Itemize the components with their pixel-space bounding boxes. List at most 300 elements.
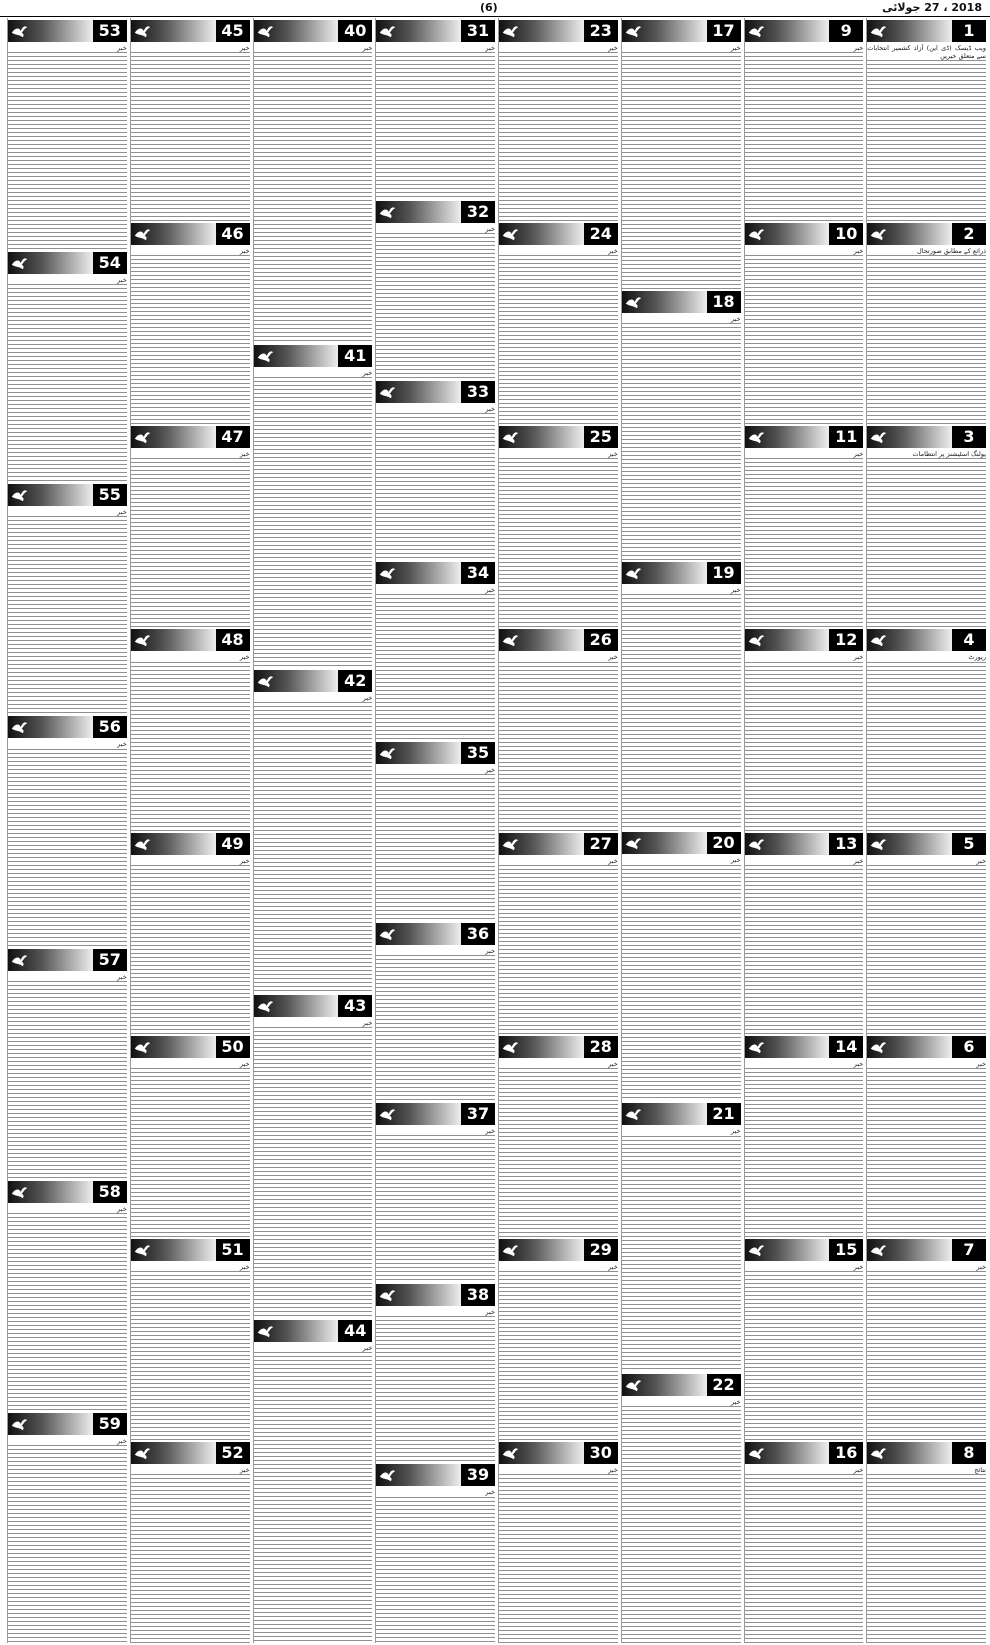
news-item-text: خبر: [608, 856, 618, 865]
heading-bar: [499, 833, 584, 855]
news-item-heading: [745, 426, 864, 448]
news-item-body: [8, 740, 127, 946]
news-item-text: خبر: [976, 1059, 986, 1068]
bird-logo-icon: [378, 564, 396, 582]
heading-bar: [8, 1181, 93, 1203]
news-item-body: [867, 44, 986, 221]
news-item-text: خبر: [608, 1465, 618, 1474]
news-item-heading: [867, 1036, 986, 1058]
news-item-text: خبر: [239, 856, 250, 865]
heading-bar: [499, 1239, 584, 1261]
news-item-body: [745, 450, 864, 627]
news-item-number: 21: [707, 1103, 741, 1125]
news-item-number: 57: [93, 949, 127, 971]
bird-logo-icon: [256, 347, 274, 365]
news-item-heading: [131, 20, 250, 42]
news-item-number: 33: [461, 381, 495, 403]
news-item-body: [867, 247, 986, 424]
news-item-heading: [131, 1036, 250, 1058]
news-item-heading: [8, 716, 127, 738]
news-item-text: ذرائع کے مطابق صورتحال: [917, 247, 986, 256]
news-item-heading: [745, 1036, 864, 1058]
news-item-heading: [745, 833, 864, 855]
bird-logo-icon: [501, 1241, 519, 1259]
body-text-lines: [254, 377, 373, 668]
news-item-text: خبر: [117, 972, 127, 981]
news-item-heading: [867, 20, 986, 42]
news-column: [744, 18, 864, 1643]
news-column: [866, 18, 986, 1643]
news-item-number: 5: [952, 833, 986, 855]
news-item-number: 28: [584, 1036, 618, 1058]
news-item-text: خبر: [853, 44, 864, 52]
body-text-lines: [8, 516, 127, 714]
news-item-heading: [376, 562, 495, 584]
heading-bar: [745, 426, 830, 448]
news-item-body: [131, 1466, 250, 1643]
body-text-lines: [499, 1068, 618, 1237]
news-item-heading: [867, 1442, 986, 1464]
news-item-body: [8, 508, 127, 714]
news-item-number: 7: [952, 1239, 986, 1261]
body-text-lines: [131, 52, 250, 221]
news-item-number: 23: [584, 20, 618, 42]
body-text-lines: [131, 1474, 250, 1643]
heading-bar: [131, 426, 216, 448]
bird-logo-icon: [501, 631, 519, 649]
news-item-text: خبر: [853, 856, 864, 865]
news-item-body: [376, 586, 495, 741]
news-item-body: [254, 369, 373, 668]
news-item-body: [8, 1437, 127, 1643]
bird-logo-icon: [256, 1322, 274, 1340]
news-item-heading: [8, 484, 127, 506]
news-item-body: [499, 1060, 618, 1237]
bird-logo-icon: [378, 1105, 396, 1123]
body-text-lines: [376, 594, 495, 740]
bird-logo-icon: [747, 22, 765, 40]
news-item-heading: [745, 223, 864, 245]
news-item-number: 40: [338, 20, 372, 42]
heading-bar: [8, 716, 93, 738]
news-item-body: [131, 1060, 250, 1237]
heading-bar: [8, 20, 93, 42]
news-item-text: خبر: [117, 740, 127, 749]
bird-logo-icon: [378, 22, 396, 40]
news-item-heading: [622, 1103, 741, 1125]
bird-logo-icon: [501, 1038, 519, 1056]
bird-logo-icon: [624, 834, 642, 852]
news-item-body: [131, 1263, 250, 1440]
heading-bar: [376, 201, 461, 223]
news-item-body: [622, 856, 741, 1101]
news-item-heading: [254, 345, 373, 367]
news-item-number: 19: [707, 562, 741, 584]
body-text-lines: [499, 52, 618, 221]
news-item-number: 31: [461, 20, 495, 42]
heading-bar: [745, 1442, 830, 1464]
news-item-number: 26: [584, 629, 618, 651]
body-text-lines: [867, 255, 986, 424]
news-item-number: 13: [829, 833, 863, 855]
news-item-body: [745, 1466, 864, 1643]
news-item-body: [745, 857, 864, 1034]
bird-logo-icon: [624, 564, 642, 582]
news-item-heading: [867, 426, 986, 448]
bird-logo-icon: [133, 835, 151, 853]
body-text-lines: [376, 413, 495, 559]
body-text-lines: [8, 1213, 127, 1411]
body-text-lines: [745, 1474, 864, 1643]
heading-bar: [867, 1239, 952, 1261]
news-item-body: [376, 947, 495, 1102]
news-item-body: [131, 653, 250, 830]
news-item-number: 53: [93, 20, 127, 42]
news-item-heading: [8, 949, 127, 971]
news-item-heading: [376, 1103, 495, 1125]
news-item-heading: [622, 562, 741, 584]
news-item-heading: [867, 1239, 986, 1261]
heading-bar: [622, 832, 707, 854]
bird-logo-icon: [869, 428, 887, 446]
news-item-text: خبر: [853, 247, 864, 256]
news-item-text: خبر: [730, 856, 741, 865]
heading-bar: [376, 381, 461, 403]
news-item-text: خبر: [362, 1019, 373, 1027]
news-item-text: خبر: [976, 856, 986, 865]
news-item-number: 49: [216, 833, 250, 855]
news-item-body: [499, 44, 618, 221]
bird-logo-icon: [869, 835, 887, 853]
body-text-lines: [376, 1135, 495, 1281]
news-item-heading: [499, 629, 618, 651]
body-text-lines: [622, 594, 741, 831]
news-item-text: خبر: [485, 405, 495, 414]
news-item-number: 12: [829, 629, 863, 651]
news-item-number: 14: [829, 1036, 863, 1058]
news-item-heading: [622, 832, 741, 854]
bird-logo-icon: [133, 1038, 151, 1056]
news-item-heading: [376, 20, 495, 42]
news-item-text: خبر: [117, 276, 127, 285]
body-text-lines: [745, 1271, 864, 1440]
news-item-heading: [745, 1442, 864, 1464]
page-number: (6): [480, 1, 498, 14]
news-item-body: [499, 1466, 618, 1643]
news-item-heading: [131, 629, 250, 651]
news-item-number: 44: [338, 1320, 372, 1342]
heading-bar: [745, 1239, 830, 1261]
heading-bar: [499, 223, 584, 245]
news-item-number: 45: [216, 20, 250, 42]
body-text-lines: [8, 52, 127, 250]
news-item-body: [499, 1263, 618, 1440]
news-columns: [4, 18, 986, 1643]
news-item-number: 17: [707, 20, 741, 42]
heading-bar: [254, 1320, 339, 1342]
bird-logo-icon: [747, 225, 765, 243]
news-item-number: 47: [216, 426, 250, 448]
heading-bar: [867, 1442, 952, 1464]
heading-bar: [745, 833, 830, 855]
bird-logo-icon: [133, 1444, 151, 1462]
news-item-number: 35: [461, 742, 495, 764]
heading-bar: [254, 670, 339, 692]
news-item-text: خبر: [608, 1262, 618, 1271]
body-text-lines: [8, 284, 127, 482]
bird-logo-icon: [747, 1038, 765, 1056]
news-item-number: 24: [584, 223, 618, 245]
news-item-text: پولنگ اسٹیشنز پر انتظامات: [912, 450, 986, 459]
news-item-text: خبر: [239, 1465, 250, 1474]
news-item-number: 48: [216, 629, 250, 651]
body-text-lines: [622, 865, 741, 1102]
bird-logo-icon: [501, 835, 519, 853]
body-text-lines: [254, 1027, 373, 1318]
news-item-text: خبر: [853, 1059, 864, 1068]
body-text-lines: [499, 1474, 618, 1643]
news-item-body: [745, 44, 864, 221]
heading-bar: [376, 1284, 461, 1306]
news-item-number: 55: [93, 484, 127, 506]
heading-bar: [622, 1103, 707, 1125]
news-item-text: خبر: [485, 1307, 495, 1316]
bird-logo-icon: [10, 486, 28, 504]
news-item-body: [867, 1263, 986, 1440]
news-item-text: رپورٹ: [968, 653, 986, 662]
bird-logo-icon: [10, 254, 28, 272]
news-item-number: 10: [829, 223, 863, 245]
heading-bar: [622, 562, 707, 584]
bird-logo-icon: [133, 22, 151, 40]
body-text-lines: [622, 323, 741, 560]
body-text-lines: [499, 865, 618, 1034]
news-item-text: خبر: [362, 694, 373, 702]
news-item-body: [131, 450, 250, 627]
news-item-text: خبر: [608, 247, 618, 256]
news-item-text: خبر: [485, 1127, 495, 1136]
news-item-text: خبر: [608, 44, 618, 52]
news-item-body: [8, 973, 127, 1179]
body-text-lines: [622, 52, 741, 289]
body-text-lines: [131, 1068, 250, 1237]
news-item-body: [376, 44, 495, 199]
bird-logo-icon: [256, 997, 274, 1015]
news-item-body: [499, 653, 618, 830]
news-item-heading: [254, 20, 373, 42]
news-item-heading: [8, 1413, 127, 1435]
news-item-text: خبر: [853, 1465, 864, 1474]
body-text-lines: [745, 1068, 864, 1237]
bird-logo-icon: [869, 22, 887, 40]
news-item-text: خبر: [853, 450, 864, 459]
heading-bar: [376, 562, 461, 584]
body-text-lines: [254, 1352, 373, 1643]
heading-bar: [8, 949, 93, 971]
heading-bar: [499, 629, 584, 651]
heading-bar: [745, 629, 830, 651]
body-text-lines: [376, 1316, 495, 1462]
news-item-number: 25: [584, 426, 618, 448]
news-item-heading: [499, 20, 618, 42]
news-item-body: [499, 857, 618, 1034]
heading-bar: [131, 833, 216, 855]
news-item-heading: [499, 1036, 618, 1058]
bird-logo-icon: [624, 1105, 642, 1123]
heading-bar: [131, 1036, 216, 1058]
news-item-heading: [499, 1239, 618, 1261]
news-item-heading: [131, 833, 250, 855]
bird-logo-icon: [133, 631, 151, 649]
news-item-text: خبر: [730, 1398, 741, 1407]
news-item-text: خبر: [485, 44, 495, 52]
heading-bar: [622, 1374, 707, 1396]
news-item-body: [745, 653, 864, 830]
news-item-number: 4: [952, 629, 986, 651]
heading-bar: [499, 20, 584, 42]
bird-logo-icon: [501, 428, 519, 446]
news-item-body: [622, 315, 741, 560]
news-item-heading: [745, 629, 864, 651]
news-item-body: [131, 857, 250, 1034]
news-item-heading: [131, 1442, 250, 1464]
bird-logo-icon: [869, 1241, 887, 1259]
heading-bar: [131, 1442, 216, 1464]
news-item-number: 18: [707, 291, 741, 313]
news-item-number: 39: [461, 1464, 495, 1486]
heading-bar: [499, 1442, 584, 1464]
news-column: [498, 18, 618, 1643]
news-item-text: خبر: [239, 450, 250, 459]
news-item-text: خبر: [730, 585, 741, 594]
bird-logo-icon: [624, 22, 642, 40]
heading-bar: [745, 1036, 830, 1058]
news-item-text: خبر: [362, 1344, 373, 1352]
news-item-number: 3: [952, 426, 986, 448]
news-item-text: خبر: [362, 44, 373, 52]
body-text-lines: [376, 233, 495, 379]
news-item-number: 15: [829, 1239, 863, 1261]
body-text-lines: [254, 702, 373, 993]
news-item-number: 11: [829, 426, 863, 448]
heading-bar: [745, 223, 830, 245]
heading-bar: [131, 629, 216, 651]
news-item-heading: [867, 629, 986, 651]
news-item-heading: [376, 381, 495, 403]
news-item-number: 37: [461, 1103, 495, 1125]
body-text-lines: [499, 662, 618, 831]
bird-logo-icon: [869, 1038, 887, 1056]
news-item-number: 6: [952, 1036, 986, 1058]
body-text-lines: [867, 1271, 986, 1440]
bird-logo-icon: [10, 22, 28, 40]
heading-bar: [376, 923, 461, 945]
news-item-body: [499, 247, 618, 424]
news-item-body: [376, 1488, 495, 1643]
body-text-lines: [376, 52, 495, 198]
body-text-lines: [8, 1445, 127, 1643]
body-text-lines: [622, 1136, 741, 1373]
body-text-lines: [867, 60, 986, 221]
bird-logo-icon: [378, 383, 396, 401]
heading-bar: [622, 20, 707, 42]
news-item-number: 46: [216, 223, 250, 245]
news-item-heading: [8, 20, 127, 42]
heading-bar: [867, 833, 952, 855]
news-item-body: [622, 586, 741, 831]
body-text-lines: [499, 458, 618, 627]
news-item-text: خبر: [117, 1436, 127, 1445]
news-item-heading: [867, 223, 986, 245]
body-text-lines: [867, 1068, 986, 1237]
news-item-text: خبر: [239, 653, 250, 662]
news-item-body: [8, 276, 127, 482]
bird-logo-icon: [624, 293, 642, 311]
news-item-body: [376, 225, 495, 380]
news-item-text: خبر: [485, 1488, 495, 1497]
heading-bar: [254, 995, 339, 1017]
news-item-number: 34: [461, 562, 495, 584]
news-item-body: [745, 1060, 864, 1237]
body-text-lines: [131, 1271, 250, 1440]
body-text-lines: [745, 865, 864, 1034]
news-item-heading: [376, 742, 495, 764]
bird-logo-icon: [501, 22, 519, 40]
body-text-lines: [745, 255, 864, 424]
bird-logo-icon: [10, 1415, 28, 1433]
news-item-body: [867, 653, 986, 830]
news-item-text: نتائج: [974, 1465, 986, 1474]
news-item-text: خبر: [485, 766, 495, 775]
news-item-heading: [376, 1284, 495, 1306]
heading-bar: [499, 426, 584, 448]
news-item-number: 50: [216, 1036, 250, 1058]
news-item-body: [867, 857, 986, 1034]
news-item-body: [8, 1205, 127, 1411]
news-item-text: خبر: [730, 44, 741, 52]
body-text-lines: [867, 662, 986, 831]
news-item-body: [745, 247, 864, 424]
news-item-number: 54: [93, 252, 127, 274]
body-text-lines: [131, 458, 250, 627]
news-item-text: خبر: [485, 224, 495, 233]
news-item-heading: [131, 1239, 250, 1261]
news-item-heading: [499, 223, 618, 245]
bird-logo-icon: [624, 1376, 642, 1394]
news-item-text: خبر: [362, 369, 373, 377]
body-text-lines: [745, 458, 864, 627]
news-item-heading: [745, 1239, 864, 1261]
body-text-lines: [499, 255, 618, 424]
heading-bar: [867, 629, 952, 651]
news-item-text: خبر: [239, 1059, 250, 1068]
news-item-number: 16: [829, 1442, 863, 1464]
news-item-number: 59: [93, 1413, 127, 1435]
bird-logo-icon: [747, 1444, 765, 1462]
news-column: [621, 18, 741, 1643]
bird-logo-icon: [378, 1466, 396, 1484]
news-column: [375, 18, 495, 1643]
news-item-number: 42: [338, 670, 372, 692]
bird-logo-icon: [10, 951, 28, 969]
news-item-text: خبر: [485, 946, 495, 955]
body-text-lines: [376, 1497, 495, 1643]
news-item-number: 29: [584, 1239, 618, 1261]
news-item-body: [376, 405, 495, 560]
heading-bar: [8, 252, 93, 274]
heading-bar: [745, 20, 830, 42]
news-item-text: خبر: [239, 44, 250, 52]
